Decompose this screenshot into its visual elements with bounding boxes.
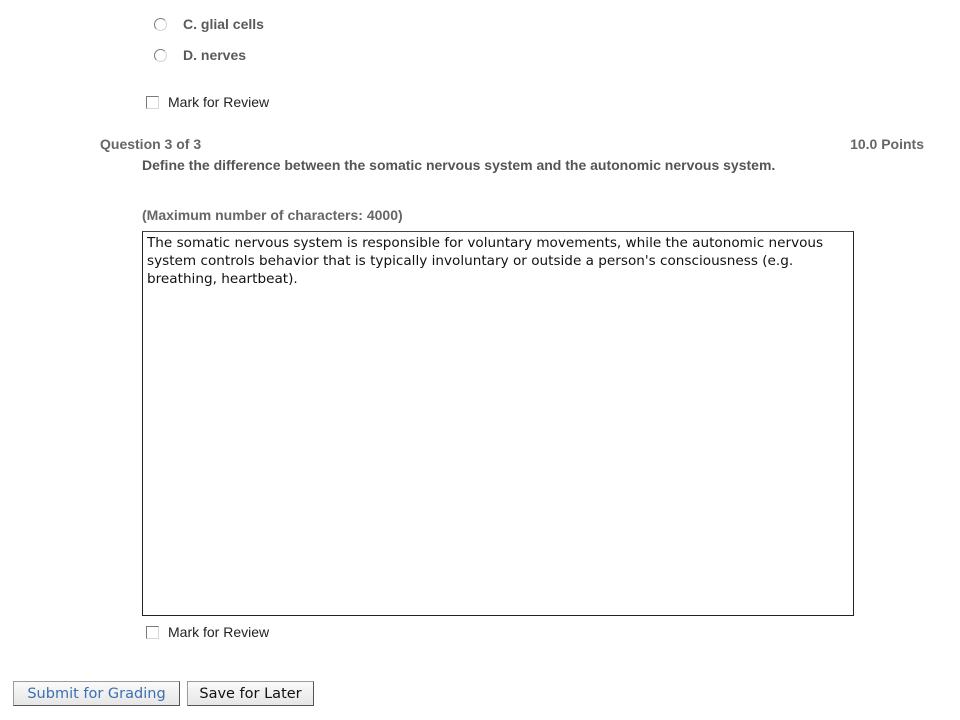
radio-button-d[interactable] — [154, 49, 167, 62]
question-prompt: Define the difference between the somatic nervous system and the autonomic nervous system. — [142, 157, 776, 173]
option-c-label: C. glial cells — [183, 16, 264, 32]
mark-for-review-label-q2: Mark for Review — [168, 94, 270, 110]
save-for-later-button[interactable]: Save for Later — [187, 681, 314, 706]
option-c[interactable] — [154, 14, 264, 34]
mark-for-review-q3[interactable] — [146, 623, 269, 641]
mark-for-review-q2[interactable] — [146, 93, 269, 111]
question-number: Question 3 of 3 — [100, 136, 202, 152]
mark-for-review-checkbox-q2[interactable] — [146, 96, 159, 109]
mark-for-review-label-q3: Mark for Review — [168, 624, 270, 640]
mark-for-review-checkbox-q3[interactable] — [146, 626, 159, 639]
answer-textarea[interactable] — [142, 231, 854, 616]
radio-button-c[interactable] — [154, 18, 167, 31]
option-d[interactable] — [154, 45, 246, 65]
question-points: 10.0 Points — [850, 136, 924, 152]
option-d-label: D. nerves — [183, 47, 247, 63]
max-characters-label: (Maximum number of characters: 4000) — [142, 207, 403, 223]
submit-for-grading-button[interactable]: Submit for Grading — [13, 681, 180, 706]
